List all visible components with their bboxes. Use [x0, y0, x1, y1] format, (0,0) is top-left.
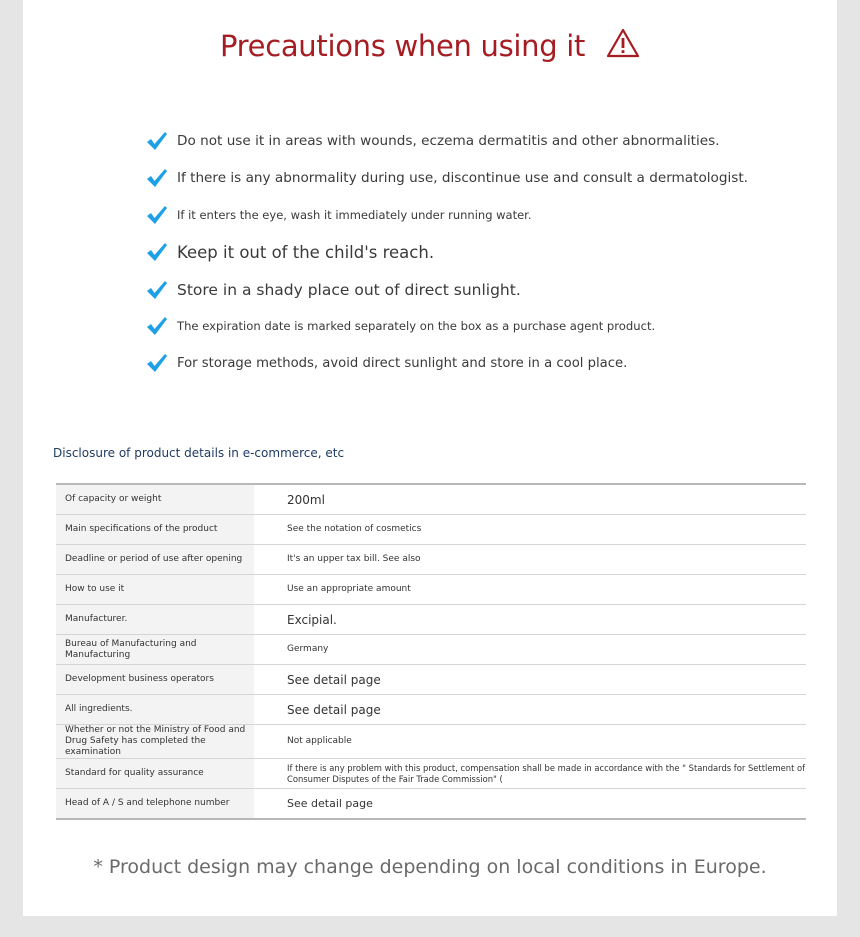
detail-label: Standard for quality assurance — [56, 759, 254, 789]
checkmark-icon — [146, 316, 168, 336]
checkmark-icon — [146, 131, 168, 151]
checkmark-icon — [146, 242, 168, 262]
checkmark-icon — [146, 353, 168, 373]
detail-label: Deadline or period of use after opening — [56, 545, 254, 575]
precaution-item — [146, 205, 786, 225]
product-details-table — [56, 483, 806, 820]
detail-label: Of capacity or weight — [56, 484, 254, 515]
table-row — [56, 545, 806, 575]
detail-label: Bureau of Manufacturing and Manufacturing — [56, 635, 254, 665]
checkmark-icon — [146, 205, 168, 225]
detail-value: See detail page — [254, 695, 806, 725]
precaution-item — [146, 316, 786, 336]
precaution-text: For storage methods, avoid direct sunlight and store in a cool place. — [177, 355, 628, 371]
table-row — [56, 759, 806, 789]
detail-value: Use an appropriate amount — [254, 575, 806, 605]
precaution-item — [146, 280, 786, 300]
table-row — [56, 484, 806, 515]
detail-value: Excipial. — [254, 605, 806, 635]
table-row — [56, 789, 806, 820]
title-text: Precautions when using it — [219, 29, 586, 63]
precaution-text: Do not use it in areas with wounds, eczema dermatitis and other abnormalities. — [177, 133, 720, 149]
detail-label: Development business operators — [56, 665, 254, 695]
checkmark-icon — [146, 280, 168, 300]
detail-label: All ingredients. — [56, 695, 254, 725]
warning-triangle-icon — [606, 28, 640, 58]
precaution-text: Store in a shady place out of direct sunlight. — [177, 281, 521, 299]
detail-value: It's an upper tax bill. See also — [254, 545, 806, 575]
precaution-item — [146, 168, 786, 188]
table-row — [56, 665, 806, 695]
detail-value: Germany — [254, 635, 806, 665]
detail-value: See detail page — [254, 665, 806, 695]
table-row — [56, 605, 806, 635]
precaution-item — [146, 242, 786, 262]
precaution-text: Keep it out of the child's reach. — [177, 242, 435, 262]
checkmark-icon — [146, 168, 168, 188]
precaution-item — [146, 131, 786, 151]
detail-value: Not applicable — [254, 725, 806, 759]
detail-value: See detail page — [254, 789, 806, 820]
precaution-text: The expiration date is marked separately on the box as a purchase agent product. — [177, 319, 656, 333]
detail-value: 200ml — [254, 484, 806, 515]
table-row — [56, 575, 806, 605]
precaution-item — [146, 353, 786, 373]
detail-value: If there is any problem with this product, compensation shall be made in accordance with the " Standards for Settlement of Consumer Disputes of the Fair Trade Commission" ( — [254, 759, 806, 789]
table-row — [56, 695, 806, 725]
detail-label: How to use it — [56, 575, 254, 605]
table-row — [56, 635, 806, 665]
precaution-text: If it enters the eye, wash it immediately under running water. — [177, 208, 532, 222]
detail-value: See the notation of cosmetics — [254, 515, 806, 545]
disclosure-heading: Disclosure of product details in e-commerce, etc — [53, 446, 345, 460]
table-row — [56, 515, 806, 545]
detail-label: Whether or not the Ministry of Food and Drug Safety has completed the examination — [56, 725, 254, 759]
table-row — [56, 725, 806, 759]
page-title — [0, 28, 860, 63]
detail-label: Main specifications of the product — [56, 515, 254, 545]
detail-label: Head of A / S and telephone number — [56, 789, 254, 820]
footnote: * Product design may change depending on local conditions in Europe. — [93, 856, 767, 878]
precaution-text: If there is any abnormality during use, discontinue use and consult a dermatologist. — [177, 170, 749, 186]
detail-label: Manufacturer. — [56, 605, 254, 635]
